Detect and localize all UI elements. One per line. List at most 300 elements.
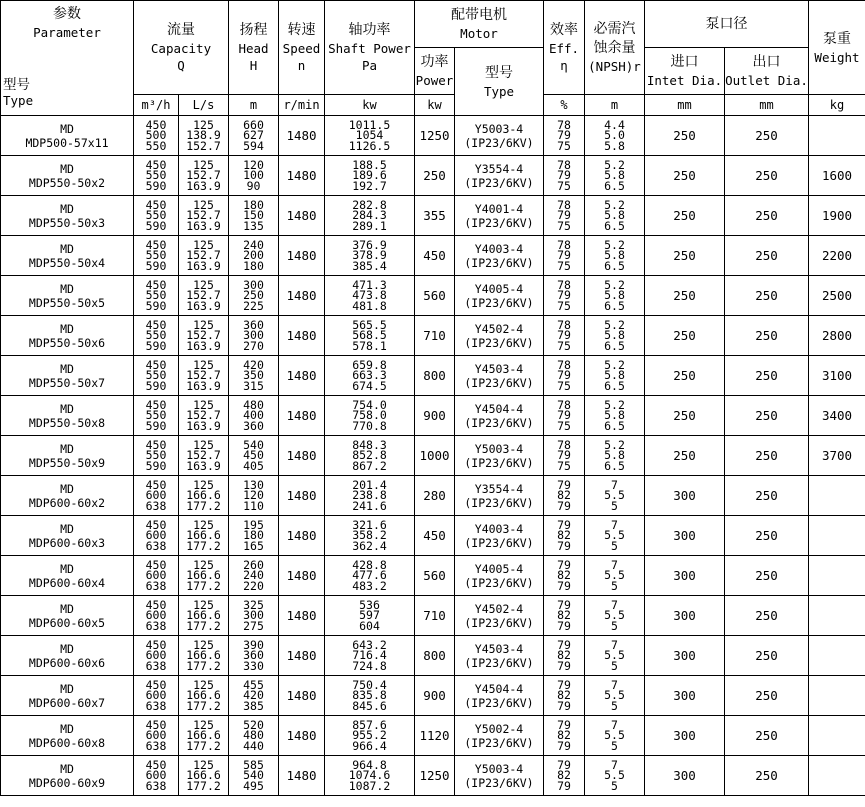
head-cell-value: 300	[243, 608, 264, 623]
head-cell-value: 480	[243, 397, 264, 412]
head-cell-value: 627	[243, 128, 264, 143]
head-cell	[229, 476, 279, 516]
motor-power-cell: 800	[415, 356, 455, 396]
inlet-cell: 300	[645, 676, 725, 716]
flow-ls-cell-value: 125	[193, 757, 214, 772]
head-cell	[229, 676, 279, 716]
efficiency-cell-value: 75	[557, 178, 571, 193]
flow-m3h-cell-value: 450	[145, 477, 167, 492]
shaft-power-cell-value: 376.9	[352, 237, 387, 252]
shaft-cn: 轴功率	[348, 22, 391, 38]
outlet-cell: 250	[725, 676, 809, 716]
table-row	[1, 436, 865, 476]
npsh-cell-value: 5.5	[604, 768, 625, 783]
shaft-power-cell-value: 966.4	[352, 738, 387, 753]
motor-type-cell	[455, 556, 544, 596]
shaft-power-cell-value: 428.8	[352, 557, 387, 572]
model-cell	[1, 356, 134, 396]
flow-m3h-cell-value: 450	[145, 397, 167, 412]
shaft-power-cell-value: 189.6	[352, 168, 387, 183]
motor-protection: (IP23/6KV)	[464, 375, 534, 390]
weight-cell: 3700	[809, 436, 865, 476]
head-cell-value: 250	[243, 288, 264, 303]
npsh-cell-value: 5.2	[604, 157, 625, 172]
shaft-power-cell-value: 604	[359, 618, 380, 633]
head-sym: H	[249, 58, 258, 73]
outlet-cell: 250	[725, 716, 809, 756]
motor-power-cell: 450	[415, 236, 455, 276]
npsh-cell-value: 5.5	[604, 568, 625, 583]
unit-flow-m3h: m³/h	[134, 95, 179, 116]
inlet-cell: 250	[645, 196, 725, 236]
model-cell	[1, 116, 134, 156]
head-cell	[229, 116, 279, 156]
flow-m3h-cell-value: 600	[145, 728, 167, 743]
flow-ls-cell	[179, 396, 229, 436]
shaft-power-cell-value: 1011.5	[348, 117, 391, 132]
flow-ls-cell-value: 125	[193, 357, 214, 372]
speed-cell: 1480	[279, 316, 325, 356]
head-cell-value: 540	[243, 768, 264, 783]
model-name: MDP550-50x6	[28, 335, 106, 350]
flow-m3h-cell	[134, 436, 179, 476]
flow-m3h-cell	[134, 196, 179, 236]
flow-m3h-cell-value: 638	[145, 778, 167, 793]
shaft-power-cell-value: 964.8	[352, 757, 387, 772]
head-cell	[229, 236, 279, 276]
flow-m3h-cell	[134, 276, 179, 316]
npsh-cell-value: 5.8	[604, 448, 625, 463]
efficiency-cell	[544, 516, 585, 556]
head-cell-value: 420	[243, 688, 264, 703]
flow-m3h-cell-value: 638	[145, 658, 167, 673]
type-cn: 型号	[3, 77, 30, 93]
table-row	[1, 756, 865, 796]
shaft-power-cell-value: 289.1	[352, 218, 387, 233]
npsh-cell	[585, 636, 645, 676]
flow-m3h-cell	[134, 716, 179, 756]
model-name: MDP600-60x5	[28, 615, 106, 630]
efficiency-cell-value: 75	[557, 378, 571, 393]
shaft-power-cell	[325, 516, 415, 556]
motor-power-cell: 1120	[415, 716, 455, 756]
npsh-cell-value: 4.4	[604, 117, 625, 132]
flow-m3h-cell	[134, 676, 179, 716]
model-name: MDP600-60x4	[28, 575, 106, 590]
flow-m3h-cell-value: 450	[145, 317, 167, 332]
motor-type-cell	[455, 676, 544, 716]
head-cell	[229, 276, 279, 316]
efficiency-cell-value: 82	[557, 488, 571, 503]
flow-ls-cell	[179, 196, 229, 236]
efficiency-cell-value: 78	[557, 157, 571, 172]
efficiency-cell-value: 82	[557, 768, 571, 783]
table-body	[1, 116, 865, 796]
efficiency-cell-value: 79	[557, 248, 571, 263]
motor-type-cell	[455, 756, 544, 796]
flow-ls-cell-value: 163.9	[186, 418, 221, 433]
npsh-cell	[585, 116, 645, 156]
shaft-power-cell	[325, 596, 415, 636]
flow-ls-cell-value: 163.9	[186, 378, 221, 393]
shaft-power-cell	[325, 676, 415, 716]
outlet-cn: 出口	[752, 54, 781, 70]
weight-cell: 3400	[809, 396, 865, 436]
npsh-cell-value: 7	[611, 677, 618, 692]
motor-protection: (IP23/6KV)	[464, 175, 534, 190]
model-series: MD	[60, 241, 74, 256]
shaft-power-cell-value: 750.4	[352, 677, 387, 692]
npsh-cell	[585, 196, 645, 236]
head-cell-value: 660	[243, 117, 264, 132]
flow-ls-cell-value: 166.6	[186, 608, 221, 623]
npsh-cell-value: 7	[611, 717, 618, 732]
inlet-cell: 300	[645, 476, 725, 516]
shaft-power-cell-value: 238.8	[352, 488, 387, 503]
efficiency-cell-value: 79	[557, 618, 571, 633]
shaft-power-cell-value: 282.8	[352, 197, 387, 212]
flow-m3h-cell-value: 450	[145, 117, 167, 132]
outlet-cell: 250	[725, 556, 809, 596]
head-cell-value: 240	[243, 568, 264, 583]
inlet-cn: 进口	[670, 54, 699, 70]
flow-m3h-cell-value: 450	[145, 517, 167, 532]
table-row	[1, 196, 865, 236]
motor-power-cell: 710	[415, 316, 455, 356]
npsh-cell-value: 5	[611, 538, 618, 553]
motor-protection: (IP23/6KV)	[464, 575, 534, 590]
unit-eff: %	[544, 95, 585, 116]
efficiency-cell-value: 82	[557, 648, 571, 663]
efficiency-cell-value: 79	[557, 408, 571, 423]
efficiency-cell-value: 79	[557, 288, 571, 303]
outlet-cell: 250	[725, 516, 809, 556]
motor-model: Y5002-4	[474, 721, 524, 736]
npsh-cell	[585, 596, 645, 636]
npsh-cell	[585, 516, 645, 556]
efficiency-cell-value: 79	[557, 208, 571, 223]
motor-model: Y4504-4	[474, 681, 524, 696]
npsh-cell-value: 6.5	[604, 458, 625, 473]
outlet-cell: 250	[725, 636, 809, 676]
head-cell-value: 275	[243, 618, 264, 633]
flow-ls-cell-value: 177.2	[186, 498, 221, 513]
flow-ls-cell	[179, 676, 229, 716]
npsh-cell	[585, 276, 645, 316]
header-type	[1, 1, 134, 116]
shaft-power-cell	[325, 476, 415, 516]
head-cell	[229, 436, 279, 476]
flow-m3h-cell-value: 450	[145, 717, 167, 732]
table-row	[1, 156, 865, 196]
motor-protection: (IP23/6KV)	[464, 215, 534, 230]
efficiency-cell-value: 79	[557, 677, 571, 692]
head-cell-value: 120	[243, 157, 264, 172]
shaft-power-cell-value: 770.8	[352, 418, 387, 433]
flow-m3h-cell-value: 500	[145, 128, 167, 143]
flow-ls-cell	[179, 436, 229, 476]
npsh-cell	[585, 236, 645, 276]
speed-cell: 1480	[279, 276, 325, 316]
flow-m3h-cell-value: 450	[145, 277, 167, 292]
npsh-cell-value: 5.5	[604, 728, 625, 743]
npsh-cell-value: 5.2	[604, 237, 625, 252]
model-name: MDP600-60x6	[28, 655, 106, 670]
table-row	[1, 716, 865, 756]
head-cell-value: 325	[243, 597, 264, 612]
flow-ls-cell-value: 152.7	[186, 328, 221, 343]
inlet-cell: 250	[645, 356, 725, 396]
head-cell-value: 520	[243, 717, 264, 732]
motor-type-cell	[455, 596, 544, 636]
motor-power-cn: 功率	[420, 54, 449, 70]
unit-flow-ls: L/s	[179, 95, 229, 116]
table-header	[1, 1, 865, 116]
shaft-power-cell-value: 192.7	[352, 178, 387, 193]
efficiency-cell	[544, 596, 585, 636]
efficiency-cell	[544, 716, 585, 756]
motor-protection: (IP23/6KV)	[464, 695, 534, 710]
shaft-sym: Pa	[361, 58, 378, 73]
inlet-cell: 250	[645, 156, 725, 196]
efficiency-cell-value: 79	[557, 578, 571, 593]
head-cell	[229, 716, 279, 756]
flow-ls-cell-value: 125	[193, 397, 214, 412]
efficiency-cell	[544, 356, 585, 396]
head-cell-value: 195	[243, 517, 264, 532]
efficiency-cell-value: 79	[557, 738, 571, 753]
efficiency-cell-value: 79	[557, 368, 571, 383]
capacity-cn: 流量	[167, 22, 195, 38]
head-cell	[229, 516, 279, 556]
shaft-power-cell	[325, 276, 415, 316]
motor-type-cell	[455, 316, 544, 356]
efficiency-cell-value: 79	[557, 597, 571, 612]
model-name: MDP600-60x9	[28, 775, 106, 790]
weight-cell: 2200	[809, 236, 865, 276]
flow-ls-cell-value: 177.2	[186, 538, 221, 553]
head-cell-value: 270	[243, 338, 264, 353]
flow-ls-cell-value: 152.7	[186, 248, 221, 263]
motor-protection: (IP23/6KV)	[464, 535, 534, 550]
shaft-power-cell-value: 473.8	[352, 288, 387, 303]
flow-m3h-cell-value: 590	[145, 258, 167, 273]
flow-ls-cell-value: 125	[193, 317, 214, 332]
outlet-cell: 250	[725, 196, 809, 236]
flow-m3h-cell-value: 550	[145, 288, 167, 303]
weight-cell: 3100	[809, 356, 865, 396]
model-name: MDP600-60x3	[28, 535, 106, 550]
motor-model: Y4504-4	[474, 401, 524, 416]
flow-m3h-cell-value: 550	[145, 408, 167, 423]
shaft-power-cell-value: 852.8	[352, 448, 387, 463]
model-name: MDP550-50x5	[28, 295, 106, 310]
model-cell	[1, 636, 134, 676]
shaft-power-cell-value: 848.3	[352, 437, 387, 452]
flow-ls-cell-value: 177.2	[186, 738, 221, 753]
flow-m3h-cell-value: 638	[145, 618, 167, 633]
flow-m3h-cell	[134, 756, 179, 796]
head-cell	[229, 196, 279, 236]
efficiency-cell-value: 79	[557, 477, 571, 492]
head-cell	[229, 396, 279, 436]
inlet-cell: 250	[645, 316, 725, 356]
motor-power-cell: 900	[415, 676, 455, 716]
head-cell-value: 260	[243, 557, 264, 572]
npsh-cell-value: 5.8	[604, 288, 625, 303]
model-cell	[1, 156, 134, 196]
param-cn: 参数	[53, 6, 81, 22]
header-weight	[809, 1, 865, 95]
shaft-power-cell	[325, 196, 415, 236]
motor-protection: (IP23/6KV)	[464, 495, 534, 510]
flow-ls-cell-value: 163.9	[186, 338, 221, 353]
head-cell-value: 540	[243, 437, 264, 452]
motor-power-cell: 250	[415, 156, 455, 196]
header-shaft-power	[325, 1, 415, 95]
motor-model: Y5003-4	[474, 761, 524, 776]
efficiency-cell-value: 82	[557, 568, 571, 583]
inlet-cell: 250	[645, 116, 725, 156]
flow-m3h-cell-value: 450	[145, 357, 167, 372]
npsh-cell-value: 7	[611, 557, 618, 572]
npsh-cell	[585, 676, 645, 716]
header-bore	[645, 1, 809, 48]
efficiency-cell-value: 75	[557, 218, 571, 233]
model-cell	[1, 476, 134, 516]
flow-m3h-cell	[134, 476, 179, 516]
param-en: Parameter	[33, 25, 101, 40]
motor-power-cell: 800	[415, 636, 455, 676]
npsh-cell-value: 5.8	[604, 168, 625, 183]
flow-ls-cell-value: 163.9	[186, 178, 221, 193]
efficiency-cell-value: 82	[557, 688, 571, 703]
head-cell-value: 110	[243, 498, 264, 513]
flow-ls-cell-value: 125	[193, 477, 214, 492]
bore-cn: 泵口径	[705, 15, 748, 32]
unit-head: m	[229, 95, 279, 116]
shaft-power-cell	[325, 356, 415, 396]
table-row	[1, 396, 865, 436]
npsh-cell	[585, 316, 645, 356]
flow-m3h-cell-value: 550	[145, 168, 167, 183]
efficiency-cell-value: 78	[557, 117, 571, 132]
npsh-cell-value: 5.2	[604, 397, 625, 412]
shaft-power-cell-value: 483.2	[352, 578, 387, 593]
efficiency-cell	[544, 196, 585, 236]
head-cell-value: 450	[243, 448, 264, 463]
model-series: MD	[60, 121, 74, 136]
model-name: MDP550-50x3	[28, 215, 106, 230]
weight-cell	[809, 476, 865, 516]
model-series: MD	[60, 721, 74, 736]
flow-m3h-cell-value: 590	[145, 178, 167, 193]
speed-cell: 1480	[279, 356, 325, 396]
motor-protection: (IP23/6KV)	[464, 255, 534, 270]
motor-en: Motor	[460, 26, 498, 41]
flow-m3h-cell-value: 550	[145, 208, 167, 223]
motor-model: Y4003-4	[474, 241, 524, 256]
shaft-power-cell-value: 188.5	[352, 157, 387, 172]
shaft-en: Shaft Power	[328, 41, 411, 56]
npsh-cell-value: 7	[611, 597, 618, 612]
head-cell-value: 165	[243, 538, 264, 553]
shaft-power-cell-value: 565.5	[352, 317, 387, 332]
efficiency-cell-value: 78	[557, 397, 571, 412]
efficiency-cell-value: 79	[557, 757, 571, 772]
speed-cell: 1480	[279, 196, 325, 236]
efficiency-cell-value: 79	[557, 658, 571, 673]
flow-ls-cell-value: 177.2	[186, 578, 221, 593]
flow-ls-cell-value: 166.6	[186, 648, 221, 663]
motor-model: Y4005-4	[474, 561, 524, 576]
npsh-cell	[585, 356, 645, 396]
shaft-power-cell-value: 358.2	[352, 528, 387, 543]
unit-outlet: mm	[725, 95, 809, 116]
weight-cell: 1900	[809, 196, 865, 236]
efficiency-cell-value: 75	[557, 138, 571, 153]
motor-model: Y4005-4	[474, 281, 524, 296]
flow-m3h-cell-value: 550	[145, 138, 167, 153]
unit-shaft: kw	[325, 95, 415, 116]
npsh-cell-value: 6.5	[604, 378, 625, 393]
table-row	[1, 316, 865, 356]
npsh-cell	[585, 396, 645, 436]
flow-m3h-cell-value: 638	[145, 498, 167, 513]
header-npsh	[585, 1, 645, 95]
npsh-cell-value: 5.2	[604, 317, 625, 332]
weight-cell: 1600	[809, 156, 865, 196]
flow-m3h-cell-value: 590	[145, 378, 167, 393]
shaft-power-cell-value: 659.8	[352, 357, 387, 372]
flow-ls-cell-value: 166.6	[186, 568, 221, 583]
flow-ls-cell-value: 125	[193, 637, 214, 652]
flow-m3h-cell-value: 590	[145, 458, 167, 473]
motor-model: Y3554-4	[474, 161, 524, 176]
motor-power-cell: 1250	[415, 116, 455, 156]
flow-ls-cell-value: 138.9	[186, 128, 221, 143]
efficiency-cell-value: 75	[557, 258, 571, 273]
flow-m3h-cell-value: 600	[145, 688, 167, 703]
efficiency-cell-value: 78	[557, 317, 571, 332]
flow-m3h-cell-value: 638	[145, 538, 167, 553]
npsh-cell	[585, 556, 645, 596]
flow-ls-cell-value: 125	[193, 437, 214, 452]
npsh-cell-value: 5.5	[604, 488, 625, 503]
shaft-power-cell-value: 481.8	[352, 298, 387, 313]
shaft-power-cell-value: 754.0	[352, 397, 387, 412]
flow-ls-cell-value: 163.9	[186, 218, 221, 233]
speed-cell: 1480	[279, 476, 325, 516]
flow-m3h-cell-value: 600	[145, 568, 167, 583]
flow-m3h-cell-value: 450	[145, 157, 167, 172]
flow-m3h-cell-value: 600	[145, 608, 167, 623]
motor-type-cell	[455, 716, 544, 756]
shaft-power-cell	[325, 396, 415, 436]
flow-ls-cell	[179, 756, 229, 796]
shaft-power-cell-value: 1074.6	[348, 768, 391, 783]
motor-protection: (IP23/6KV)	[464, 775, 534, 790]
efficiency-cell-value: 78	[557, 237, 571, 252]
motor-model: Y4001-4	[474, 201, 524, 216]
flow-ls-cell-value: 125	[193, 517, 214, 532]
efficiency-cell	[544, 236, 585, 276]
npsh-cell-value: 5	[611, 578, 618, 593]
flow-m3h-cell-value: 600	[145, 488, 167, 503]
inlet-cell: 300	[645, 716, 725, 756]
outlet-cell: 250	[725, 756, 809, 796]
model-cell	[1, 756, 134, 796]
